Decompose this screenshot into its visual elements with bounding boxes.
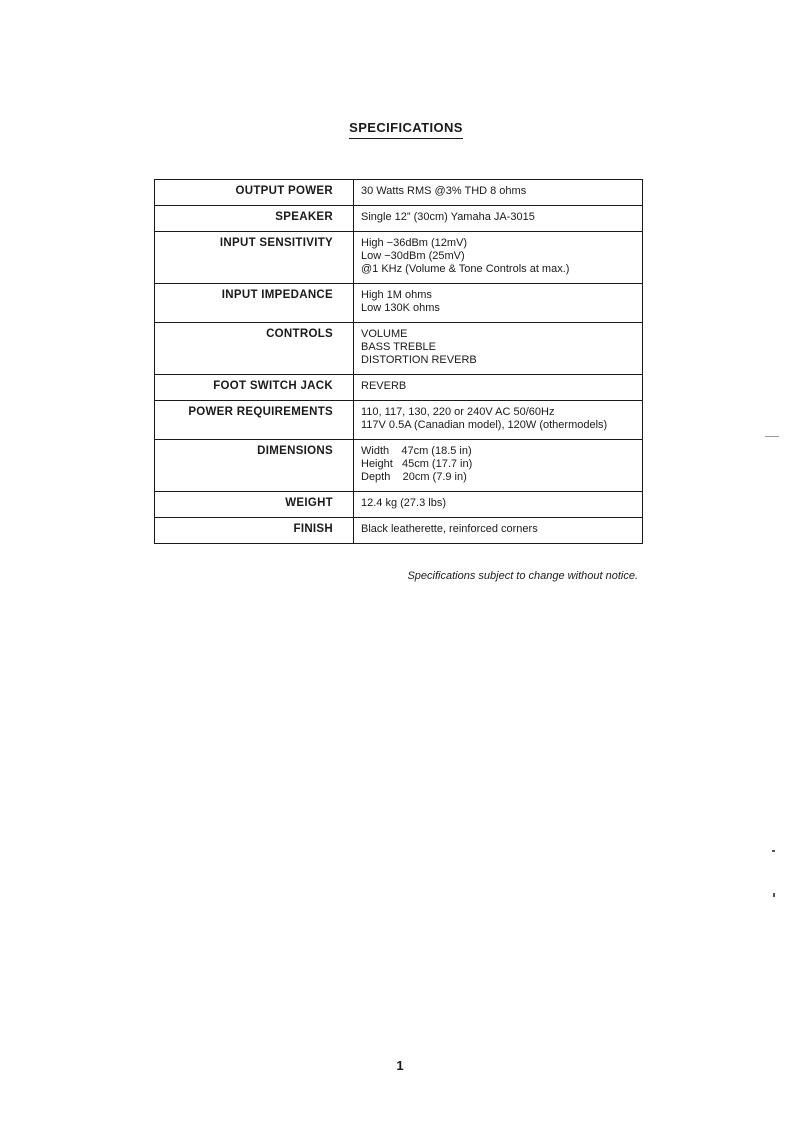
spec-value-line: @1 KHz (Volume & Tone Controls at max.) xyxy=(361,263,570,275)
spec-value-line: Depth 20cm (7.9 in) xyxy=(361,471,467,483)
spec-label: INPUT SENSITIVITY xyxy=(155,232,354,284)
page-number: 1 xyxy=(396,1058,404,1073)
spec-row xyxy=(155,284,643,323)
spec-value xyxy=(354,518,643,544)
spec-value-line: Low 130K ohms xyxy=(361,302,440,314)
spec-value-line: BASS TREBLE xyxy=(361,341,436,353)
spec-value-line: Black leatherette, reinforced corners xyxy=(361,523,538,535)
spec-row xyxy=(155,180,643,206)
spec-label: FINISH xyxy=(155,518,354,544)
spec-value-line: Single 12” (30cm) Yamaha JA-3015 xyxy=(361,211,535,223)
spec-value-line: High −36dBm (12mV) xyxy=(361,237,468,249)
spec-row xyxy=(155,401,643,440)
spec-row xyxy=(155,375,643,401)
spec-value xyxy=(354,206,643,232)
spec-row xyxy=(155,518,643,544)
spec-row xyxy=(155,492,643,518)
spec-row xyxy=(155,323,643,375)
spec-label: CONTROLS xyxy=(155,323,354,375)
spec-value-line: Height 45cm (17.7 in) xyxy=(361,458,473,470)
spec-label: OUTPUT POWER xyxy=(155,180,354,206)
spec-label: DIMENSIONS xyxy=(155,440,354,492)
spec-value-line: DISTORTION REVERB xyxy=(361,354,477,366)
spec-value-line: VOLUME xyxy=(361,328,408,340)
spec-row xyxy=(155,440,643,492)
scan-mark xyxy=(773,893,775,897)
spec-value xyxy=(354,323,643,375)
spec-value xyxy=(354,440,643,492)
footnote: Specifications subject to change without notice. xyxy=(407,570,638,582)
spec-value-line: High 1M ohms xyxy=(361,289,432,301)
spec-label: INPUT IMPEDANCE xyxy=(155,284,354,323)
spec-value xyxy=(354,284,643,323)
spec-row xyxy=(155,232,643,284)
spec-label: SPEAKER xyxy=(155,206,354,232)
spec-row xyxy=(155,206,643,232)
scan-mark xyxy=(765,436,779,437)
spec-value xyxy=(354,492,643,518)
specifications-table-body xyxy=(155,180,643,544)
spec-value xyxy=(354,375,643,401)
scan-mark xyxy=(772,850,775,852)
spec-value-line: 117V 0.5A (Canadian model), 120W (othermodels) xyxy=(361,419,608,431)
spec-value xyxy=(354,232,643,284)
specifications-table xyxy=(154,179,643,544)
page-title-text: SPECIFICATIONS xyxy=(349,120,463,139)
spec-value xyxy=(354,180,643,206)
spec-value-line: 30 Watts RMS @3% THD 8 ohms xyxy=(361,185,527,197)
spec-value-line: 12.4 kg (27.3 lbs) xyxy=(361,497,446,509)
spec-value-line: 110, 117, 130, 220 or 240V AC 50/60Hz xyxy=(361,406,555,418)
spec-value-line: Low −30dBm (25mV) xyxy=(361,250,465,262)
spec-value-line: Width 47cm (18.5 in) xyxy=(361,445,472,457)
spec-value xyxy=(354,401,643,440)
page-title xyxy=(0,120,793,139)
spec-label: FOOT SWITCH JACK xyxy=(155,375,354,401)
spec-label: POWER REQUIREMENTS xyxy=(155,401,354,440)
spec-value-line: REVERB xyxy=(361,380,407,392)
spec-label: WEIGHT xyxy=(155,492,354,518)
